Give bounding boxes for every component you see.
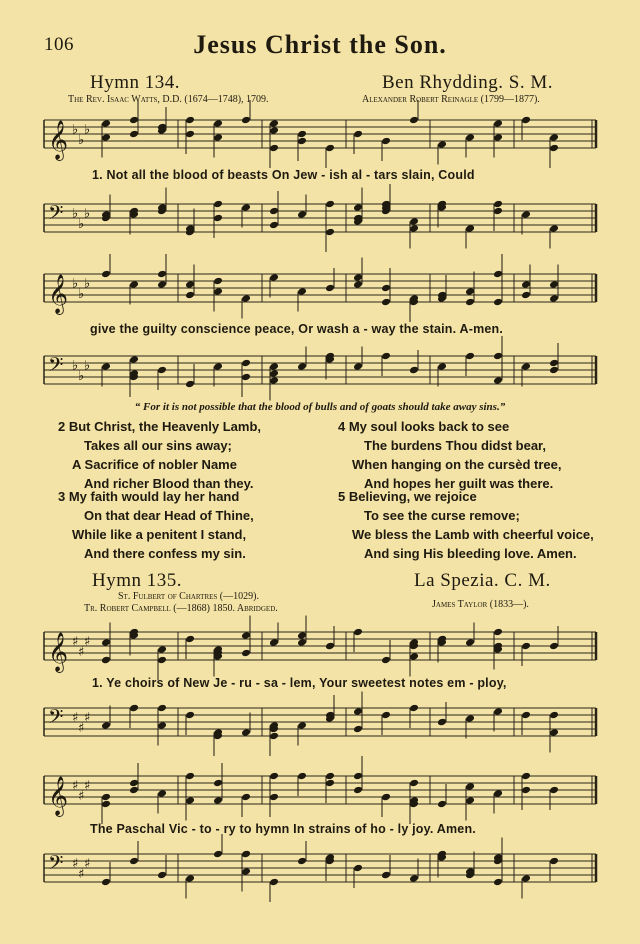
note-head bbox=[129, 355, 139, 364]
sharp-icon: ♯ bbox=[72, 778, 79, 794]
note-head bbox=[241, 728, 251, 737]
note-head bbox=[213, 133, 223, 142]
note-head bbox=[297, 721, 307, 730]
note-head bbox=[521, 291, 531, 300]
note-head bbox=[437, 140, 447, 149]
hymn-135-tune: La Spezia. C. M. bbox=[414, 570, 551, 591]
note-head bbox=[185, 130, 195, 139]
note-head bbox=[241, 359, 251, 368]
note-head bbox=[129, 130, 139, 139]
note-head bbox=[185, 874, 195, 883]
flat-icon: ♭ bbox=[78, 217, 85, 232]
note-head bbox=[353, 772, 363, 781]
note-head bbox=[493, 878, 503, 887]
note-head bbox=[521, 642, 531, 651]
note-head bbox=[101, 119, 111, 128]
note-head bbox=[213, 779, 223, 788]
verse-line: On that dear Head of Thine, bbox=[84, 508, 254, 523]
note-head bbox=[381, 137, 391, 146]
note-head bbox=[521, 786, 531, 795]
note-head bbox=[353, 864, 363, 873]
treble-clef-icon: 𝄞 bbox=[48, 120, 69, 160]
note-head bbox=[269, 273, 279, 282]
note-head bbox=[353, 203, 363, 212]
note-head bbox=[353, 707, 363, 716]
note-head bbox=[213, 850, 223, 859]
note-head bbox=[185, 380, 195, 389]
note-head bbox=[409, 874, 419, 883]
note-head bbox=[549, 144, 559, 153]
note-head bbox=[409, 217, 419, 226]
note-head bbox=[521, 280, 531, 289]
note-head bbox=[213, 287, 223, 296]
verse-line: The burdens Thou didst bear, bbox=[364, 438, 547, 453]
hymn-135-author: St. Fulbert of Chartres (—1029). bbox=[118, 591, 259, 602]
note-head bbox=[549, 711, 559, 720]
note-head bbox=[129, 779, 139, 788]
note-head bbox=[213, 119, 223, 128]
note-head bbox=[521, 210, 531, 219]
note-head bbox=[325, 144, 335, 153]
verse-4 bbox=[338, 417, 561, 493]
bass-clef-icon: 𝄢 bbox=[48, 201, 64, 229]
note-head bbox=[465, 298, 475, 307]
sharp-icon: ♯ bbox=[72, 856, 79, 872]
note-head bbox=[521, 116, 531, 125]
note-head bbox=[185, 711, 195, 720]
note-head bbox=[549, 857, 559, 866]
hymn-135-treble-staff-2 bbox=[44, 768, 596, 818]
note-head bbox=[157, 656, 167, 665]
note-head bbox=[101, 270, 111, 279]
note-head bbox=[549, 294, 559, 303]
note-head bbox=[493, 270, 503, 279]
note-head bbox=[297, 857, 307, 866]
note-head bbox=[269, 126, 279, 135]
hymn-134-composer: Alexander Robert Reinagle (1799—1877). bbox=[362, 94, 540, 105]
note-head bbox=[269, 732, 279, 741]
note-head bbox=[549, 728, 559, 737]
note-head bbox=[437, 362, 447, 371]
hymn-134-title: Hymn 134. bbox=[90, 72, 180, 93]
note-head bbox=[465, 714, 475, 723]
treble-clef-icon: 𝄞 bbox=[48, 632, 69, 672]
verse-2 bbox=[58, 417, 261, 493]
note-head bbox=[129, 786, 139, 795]
note-head bbox=[213, 796, 223, 805]
note-head bbox=[493, 707, 503, 716]
note-head bbox=[101, 800, 111, 809]
hymn-135-composer: James Taylor (1833—). bbox=[432, 599, 529, 610]
note-head bbox=[241, 203, 251, 212]
note-head bbox=[241, 631, 251, 640]
note-head bbox=[297, 137, 307, 146]
note-head bbox=[549, 133, 559, 142]
note-head bbox=[325, 200, 335, 209]
bass-clef-icon: 𝄢 bbox=[48, 353, 64, 381]
flat-icon: ♭ bbox=[84, 206, 91, 222]
hymn-134-bass-staff-1 bbox=[44, 196, 596, 246]
note-head bbox=[157, 280, 167, 289]
note-head bbox=[521, 711, 531, 720]
note-head bbox=[185, 635, 195, 644]
page-number: 106 bbox=[44, 34, 74, 55]
scripture-quote: “ For it is not possible that the blood of bulls and of goats should take away sins.” bbox=[134, 401, 506, 413]
note-head bbox=[409, 366, 419, 375]
note-head bbox=[157, 789, 167, 798]
note-head bbox=[241, 294, 251, 303]
bass-clef-icon: 𝄢 bbox=[48, 851, 64, 879]
note-head bbox=[269, 119, 279, 128]
note-head bbox=[269, 376, 279, 385]
note-head bbox=[381, 871, 391, 880]
sharp-icon: ♯ bbox=[84, 778, 91, 794]
note-head bbox=[213, 277, 223, 286]
note-head bbox=[101, 793, 111, 802]
verse-line: And hopes her guilt was there. bbox=[364, 476, 554, 491]
note-head bbox=[157, 704, 167, 713]
note-head bbox=[129, 280, 139, 289]
note-head bbox=[381, 298, 391, 307]
note-head bbox=[157, 366, 167, 375]
verse-line: 4 My soul looks back to see bbox=[338, 419, 510, 434]
note-head bbox=[269, 369, 279, 378]
flat-icon: ♭ bbox=[78, 287, 85, 302]
note-head bbox=[465, 796, 475, 805]
hymn-134-author: The Rev. Isaac Watts, D.D. (1674—1748), 1709. bbox=[68, 94, 269, 105]
note-head bbox=[297, 772, 307, 781]
note-head bbox=[465, 352, 475, 361]
note-head bbox=[465, 287, 475, 296]
note-head bbox=[493, 628, 503, 637]
note-head bbox=[493, 207, 503, 216]
sharp-icon: ♯ bbox=[72, 634, 79, 650]
note-head bbox=[101, 638, 111, 647]
hymn-134-bass-staff-2 bbox=[44, 348, 596, 398]
verse-line: Takes all our sins away; bbox=[84, 438, 232, 453]
note-head bbox=[241, 373, 251, 382]
note-head bbox=[353, 280, 363, 289]
note-head bbox=[269, 772, 279, 781]
hymn-135-lyrics-2: The Paschal Vic - to - ry to hymn In strains of ho - ly joy. Amen. bbox=[90, 822, 476, 836]
hymn-134-treble-staff-2 bbox=[44, 266, 596, 316]
hymn-135-bass-staff-2 bbox=[44, 846, 596, 896]
note-head bbox=[241, 850, 251, 859]
note-head bbox=[185, 772, 195, 781]
note-head bbox=[129, 116, 139, 125]
flat-icon: ♭ bbox=[72, 122, 79, 138]
note-head bbox=[353, 130, 363, 139]
sharp-icon: ♯ bbox=[84, 856, 91, 872]
flat-icon: ♭ bbox=[78, 369, 85, 384]
note-head bbox=[381, 352, 391, 361]
hymn-135-treble-staff-1 bbox=[44, 624, 596, 674]
note-head bbox=[521, 362, 531, 371]
note-head bbox=[437, 718, 447, 727]
note-head bbox=[549, 642, 559, 651]
note-head bbox=[241, 793, 251, 802]
verse-line: And sing His bleeding love. Amen. bbox=[364, 546, 577, 561]
note-head bbox=[101, 133, 111, 142]
bass-clef-icon: 𝄢 bbox=[48, 705, 64, 733]
note-head bbox=[297, 638, 307, 647]
note-head bbox=[213, 214, 223, 223]
sharp-icon: ♯ bbox=[84, 634, 91, 650]
note-head bbox=[297, 130, 307, 139]
note-head bbox=[157, 871, 167, 880]
hymn-134-lyrics-1: 1. Not all the blood of beasts On Jew - ish al - tars slain, Could bbox=[92, 168, 475, 182]
sharp-icon: ♯ bbox=[78, 789, 85, 804]
note-head bbox=[493, 789, 503, 798]
sharp-icon: ♯ bbox=[78, 721, 85, 736]
note-head bbox=[465, 133, 475, 142]
sharp-icon: ♯ bbox=[84, 710, 91, 726]
note-head bbox=[129, 704, 139, 713]
note-head bbox=[157, 270, 167, 279]
flat-icon: ♭ bbox=[84, 358, 91, 374]
note-head bbox=[101, 878, 111, 887]
note-head bbox=[493, 298, 503, 307]
treble-clef-icon: 𝄞 bbox=[48, 776, 69, 816]
note-head bbox=[549, 224, 559, 233]
verse-line: And richer Blood than they. bbox=[84, 476, 254, 491]
note-head bbox=[157, 645, 167, 654]
note-head bbox=[549, 786, 559, 795]
note-head bbox=[409, 652, 419, 661]
verse-line: To see the curse remove; bbox=[364, 508, 520, 523]
flat-icon: ♭ bbox=[72, 276, 79, 292]
verse-line: While like a penitent I stand, bbox=[72, 527, 247, 542]
flat-icon: ♭ bbox=[72, 206, 79, 222]
verse-3 bbox=[58, 487, 254, 563]
note-head bbox=[409, 779, 419, 788]
note-head bbox=[353, 628, 363, 637]
note-head bbox=[409, 704, 419, 713]
note-head bbox=[409, 116, 419, 125]
hymn-135-lyrics-1: 1. Ye choirs of New Je - ru - sa - lem, Your sweetest notes em - ploy, bbox=[92, 676, 507, 690]
hymn-135-bass-staff-1 bbox=[44, 700, 596, 750]
note-head bbox=[269, 793, 279, 802]
note-head bbox=[185, 291, 195, 300]
note-head bbox=[493, 119, 503, 128]
running-title: Jesus Christ the Son. bbox=[193, 30, 447, 59]
note-head bbox=[549, 366, 559, 375]
note-head bbox=[409, 224, 419, 233]
flat-icon: ♭ bbox=[78, 133, 85, 148]
note-head bbox=[465, 224, 475, 233]
verse-line: 3 My faith would lay her hand bbox=[58, 489, 240, 504]
note-head bbox=[269, 207, 279, 216]
note-head bbox=[185, 796, 195, 805]
note-head bbox=[381, 284, 391, 293]
note-head bbox=[381, 711, 391, 720]
note-head bbox=[325, 779, 335, 788]
note-head bbox=[549, 359, 559, 368]
note-head bbox=[353, 362, 363, 371]
note-head bbox=[129, 857, 139, 866]
note-head bbox=[325, 642, 335, 651]
verse-line: We bless the Lamb with cheerful voice, bbox=[352, 527, 594, 542]
note-head bbox=[213, 362, 223, 371]
note-head bbox=[241, 867, 251, 876]
hymn-135-title: Hymn 135. bbox=[92, 570, 182, 591]
hymn-135-translator: Tr. Robert Campbell (—1868) 1850. Abridged. bbox=[84, 603, 278, 614]
note-head bbox=[325, 772, 335, 781]
note-head bbox=[297, 287, 307, 296]
note-head bbox=[185, 280, 195, 289]
note-head bbox=[381, 656, 391, 665]
note-head bbox=[269, 362, 279, 371]
sharp-icon: ♯ bbox=[72, 710, 79, 726]
verse-line: A Sacrifice of nobler Name bbox=[72, 457, 237, 472]
note-head bbox=[493, 352, 503, 361]
sharp-icon: ♯ bbox=[78, 867, 85, 882]
note-head bbox=[353, 786, 363, 795]
note-head bbox=[437, 800, 447, 809]
note-head bbox=[101, 656, 111, 665]
note-head bbox=[521, 874, 531, 883]
note-head bbox=[549, 280, 559, 289]
note-head bbox=[297, 210, 307, 219]
note-head bbox=[269, 144, 279, 153]
note-head bbox=[101, 721, 111, 730]
note-head bbox=[493, 200, 503, 209]
verse-line: 2 But Christ, the Heavenly Lamb, bbox=[58, 419, 261, 434]
note-head bbox=[241, 649, 251, 658]
verse-line: When hanging on the cursèd tree, bbox=[352, 457, 562, 472]
flat-icon: ♭ bbox=[84, 122, 91, 138]
note-head bbox=[353, 273, 363, 282]
note-head bbox=[269, 638, 279, 647]
note-head bbox=[353, 725, 363, 734]
note-head bbox=[213, 200, 223, 209]
note-head bbox=[381, 793, 391, 802]
flat-icon: ♭ bbox=[72, 358, 79, 374]
verse-line: 5 Believing, we rejoice bbox=[338, 489, 477, 504]
hymn-134-treble-staff-1 bbox=[44, 112, 596, 162]
note-head bbox=[521, 772, 531, 781]
hymn-134-lyrics-2: give the guilty conscience peace, Or wash a - way the stain. A-men. bbox=[90, 322, 504, 336]
verse-5 bbox=[338, 487, 594, 563]
flat-icon: ♭ bbox=[84, 276, 91, 292]
note-head bbox=[465, 638, 475, 647]
note-head bbox=[269, 878, 279, 887]
note-head bbox=[493, 133, 503, 142]
hymn-134-tune: Ben Rhydding. S. M. bbox=[382, 72, 554, 93]
treble-clef-icon: 𝄞 bbox=[48, 274, 69, 314]
note-head bbox=[241, 116, 251, 125]
note-head bbox=[465, 782, 475, 791]
sharp-icon: ♯ bbox=[78, 645, 85, 660]
note-head bbox=[297, 362, 307, 371]
note-head bbox=[269, 221, 279, 230]
note-head bbox=[325, 228, 335, 237]
verse-line: And there confess my sin. bbox=[84, 546, 246, 561]
note-head bbox=[157, 721, 167, 730]
note-head bbox=[493, 376, 503, 385]
note-head bbox=[325, 284, 335, 293]
note-head bbox=[185, 116, 195, 125]
note-head bbox=[297, 631, 307, 640]
note-head bbox=[101, 362, 111, 371]
